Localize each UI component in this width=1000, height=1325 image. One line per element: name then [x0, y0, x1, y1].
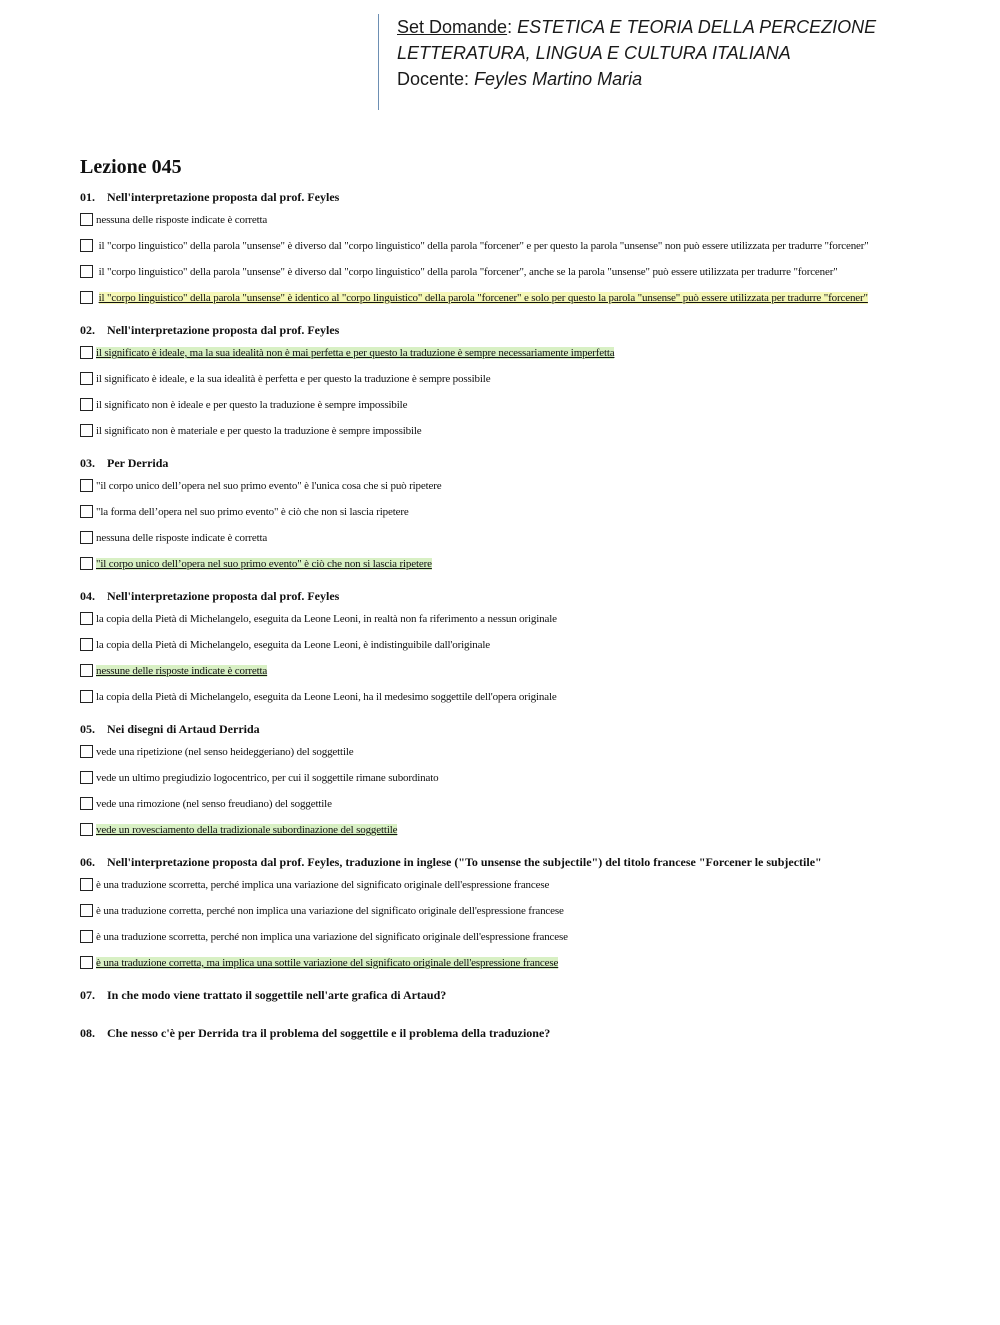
answer-checkbox[interactable]	[80, 531, 93, 544]
answer-checkbox[interactable]	[80, 690, 93, 703]
answer-text: la copia della Pietà di Michelangelo, eseguita da Leone Leoni, è indistinguibile dall'originale	[96, 639, 490, 651]
answer-checkbox[interactable]	[80, 904, 93, 917]
answer-option	[80, 612, 925, 626]
answer-checkbox[interactable]	[80, 797, 93, 810]
question-07	[80, 987, 925, 1003]
document-header	[378, 14, 938, 110]
course-title-1: ESTETICA E TEORIA DELLA PERCEZIONE	[517, 17, 877, 37]
answer-option	[80, 372, 925, 386]
question-08	[80, 1025, 925, 1041]
answer-text: nessuna delle risposte indicate è corretta	[96, 532, 268, 544]
question-02	[80, 322, 925, 438]
answer-option-correct	[80, 956, 925, 970]
answer-checkbox[interactable]	[80, 930, 93, 943]
answer-text: vede un ultimo pregiudizio logocentrico, per cui il soggettile rimane subordinato	[96, 772, 439, 784]
question-text: Nei disegni di Artaud Derrida	[107, 722, 260, 736]
answer-checkbox[interactable]	[80, 664, 93, 677]
answer-option-correct	[80, 557, 925, 571]
question-text: Che nesso c'è per Derrida tra il problema del soggettile e il problema della traduzione?	[107, 1026, 551, 1040]
answer-checkbox[interactable]	[80, 956, 93, 969]
lesson-title: Lezione 045	[80, 156, 182, 178]
question-title	[80, 455, 925, 471]
answer-checkbox[interactable]	[80, 372, 93, 385]
question-text: Per Derrida	[107, 456, 169, 470]
answer-option	[80, 213, 925, 227]
answer-option	[80, 930, 925, 944]
answer-text: il "corpo linguistico" della parola "unsense" è diverso dal "corpo linguistico" della parola "forcener" e per questo la parola "unsense" non può essere utilizzata per tradurre "forcener"	[98, 240, 869, 252]
answer-checkbox[interactable]	[80, 771, 93, 784]
set-label: Set Domande	[397, 17, 508, 37]
header-set-line	[397, 14, 938, 40]
question-number: 07.	[80, 988, 95, 1002]
answer-checkbox[interactable]	[80, 398, 93, 411]
answer-text: il significato non è ideale e per questo la traduzione è sempre impossibile	[96, 399, 408, 411]
answer-text: è una traduzione scorretta, perché implica una variazione del significato originale dell'espressione francese	[96, 879, 550, 891]
answer-option	[80, 797, 925, 811]
header-docente-line	[397, 66, 938, 92]
answer-option	[80, 424, 925, 438]
answer-checkbox[interactable]	[80, 479, 93, 492]
answer-option	[80, 239, 925, 253]
answer-option	[80, 638, 925, 652]
question-06	[80, 854, 925, 970]
answer-option	[80, 265, 925, 279]
answer-checkbox[interactable]	[80, 745, 93, 758]
answer-option	[80, 771, 925, 785]
answer-text: il significato non è materiale e per questo la traduzione è sempre impossibile	[96, 425, 422, 437]
answer-text: la copia della Pietà di Michelangelo, eseguita da Leone Leoni, in realtà non fa riferimento a nessun originale	[96, 613, 557, 625]
answer-text: "il corpo unico dell’opera nel suo primo evento" è l'unica cosa che si può ripetere	[96, 480, 442, 492]
answer-text: vede una ripetizione (nel senso heideggeriano) del soggettile	[96, 746, 354, 758]
question-number: 03.	[80, 456, 95, 470]
question-text: Nell'interpretazione proposta dal prof. Feyles	[107, 589, 340, 603]
document-body	[80, 150, 925, 1063]
question-text: Nell'interpretazione proposta dal prof. Feyles, traduzione in inglese ("To unsense the subjectile") del titolo francese "Forcener le subjectile"	[107, 855, 822, 869]
answer-text: il "corpo linguistico" della parola "unsense" è diverso dal "corpo linguistico" della parola "forcener", anche se la parola "unsense" può essere utilizzata per tradurre "forcener"	[98, 266, 838, 278]
answer-option	[80, 479, 925, 493]
question-05	[80, 721, 925, 837]
answer-text-highlighted: nessune delle risposte indicate è corretta	[96, 665, 268, 677]
answer-option-correct	[80, 664, 925, 678]
answer-text: nessuna delle risposte indicate è corretta	[96, 214, 268, 226]
question-number: 02.	[80, 323, 95, 337]
answer-checkbox[interactable]	[80, 239, 93, 252]
answer-option	[80, 878, 925, 892]
question-text: In che modo viene trattato il soggettile nell'arte grafica di Artaud?	[107, 988, 447, 1002]
answer-checkbox[interactable]	[80, 557, 93, 570]
question-text: Nell'interpretazione proposta dal prof. Feyles	[107, 323, 340, 337]
answer-checkbox[interactable]	[80, 291, 93, 304]
question-title	[80, 322, 925, 338]
answer-option	[80, 690, 925, 704]
answer-option-correct	[80, 291, 925, 305]
docente-label: Docente:	[397, 69, 470, 89]
answer-option	[80, 505, 925, 519]
docente-name: Feyles Martino Maria	[474, 69, 643, 89]
answer-option-correct	[80, 346, 925, 360]
answer-option-correct	[80, 823, 925, 837]
answer-text: vede una rimozione (nel senso freudiano) del soggettile	[96, 798, 332, 810]
answer-checkbox[interactable]	[80, 213, 93, 226]
course-title-2: LETTERATURA, LINGUA E CULTURA ITALIANA	[397, 43, 791, 63]
question-title	[80, 987, 925, 1003]
answer-option	[80, 531, 925, 545]
answer-checkbox[interactable]	[80, 612, 93, 625]
answer-text-highlighted: il significato è ideale, ma la sua idealità non è mai perfetta e per questo la traduzione è sempre necessariamente imperfetta	[96, 347, 615, 359]
answer-text-highlighted: "il corpo unico dell’opera nel suo primo evento" è ciò che non si lascia ripetere	[96, 558, 432, 570]
answer-text: la copia della Pietà di Michelangelo, eseguita da Leone Leoni, ha il medesimo soggettile dell'opera originale	[96, 691, 557, 703]
question-number: 06.	[80, 855, 95, 869]
question-number: 08.	[80, 1026, 95, 1040]
answer-text-highlighted: è una traduzione corretta, ma implica una sottile variazione del significato originale dell'espressione francese	[96, 957, 559, 969]
answer-text-highlighted: vede un rovesciamento della tradizionale subordinazione del soggettile	[96, 824, 398, 836]
question-04	[80, 588, 925, 704]
question-title	[80, 588, 925, 604]
question-title	[80, 854, 925, 870]
answer-checkbox[interactable]	[80, 878, 93, 891]
question-title	[80, 721, 925, 737]
answer-text: è una traduzione scorretta, perché non implica una variazione del significato originale dell'espressione francese	[96, 931, 568, 943]
question-number: 04.	[80, 589, 95, 603]
answer-option	[80, 398, 925, 412]
set-colon: :	[507, 17, 513, 37]
question-title	[80, 1025, 925, 1041]
question-title	[80, 189, 925, 205]
question-number: 01.	[80, 190, 95, 204]
answer-text: il significato è ideale, e la sua idealità è perfetta e per questo la traduzione è sempre possibile	[96, 373, 491, 385]
question-number: 05.	[80, 722, 95, 736]
answer-text-highlighted: il "corpo linguistico" della parola "unsense" è identico al "corpo linguistico" della parola "forcener" e solo per questo la parola "unsense" può essere utilizzata per tradurre "forcener"	[98, 292, 868, 304]
answer-option	[80, 745, 925, 759]
answer-checkbox[interactable]	[80, 265, 93, 278]
question-01	[80, 189, 925, 305]
answer-text: "la forma dell’opera nel suo primo evento" è ciò che non si lascia ripetere	[96, 506, 409, 518]
answer-option	[80, 904, 925, 918]
answer-checkbox[interactable]	[80, 823, 93, 836]
answer-checkbox[interactable]	[80, 424, 93, 437]
question-03	[80, 455, 925, 571]
question-text: Nell'interpretazione proposta dal prof. Feyles	[107, 190, 340, 204]
answer-text: è una traduzione corretta, perché non implica una variazione del significato originale dell'espressione francese	[96, 905, 564, 917]
answer-checkbox[interactable]	[80, 505, 93, 518]
answer-checkbox[interactable]	[80, 346, 93, 359]
answer-checkbox[interactable]	[80, 638, 93, 651]
